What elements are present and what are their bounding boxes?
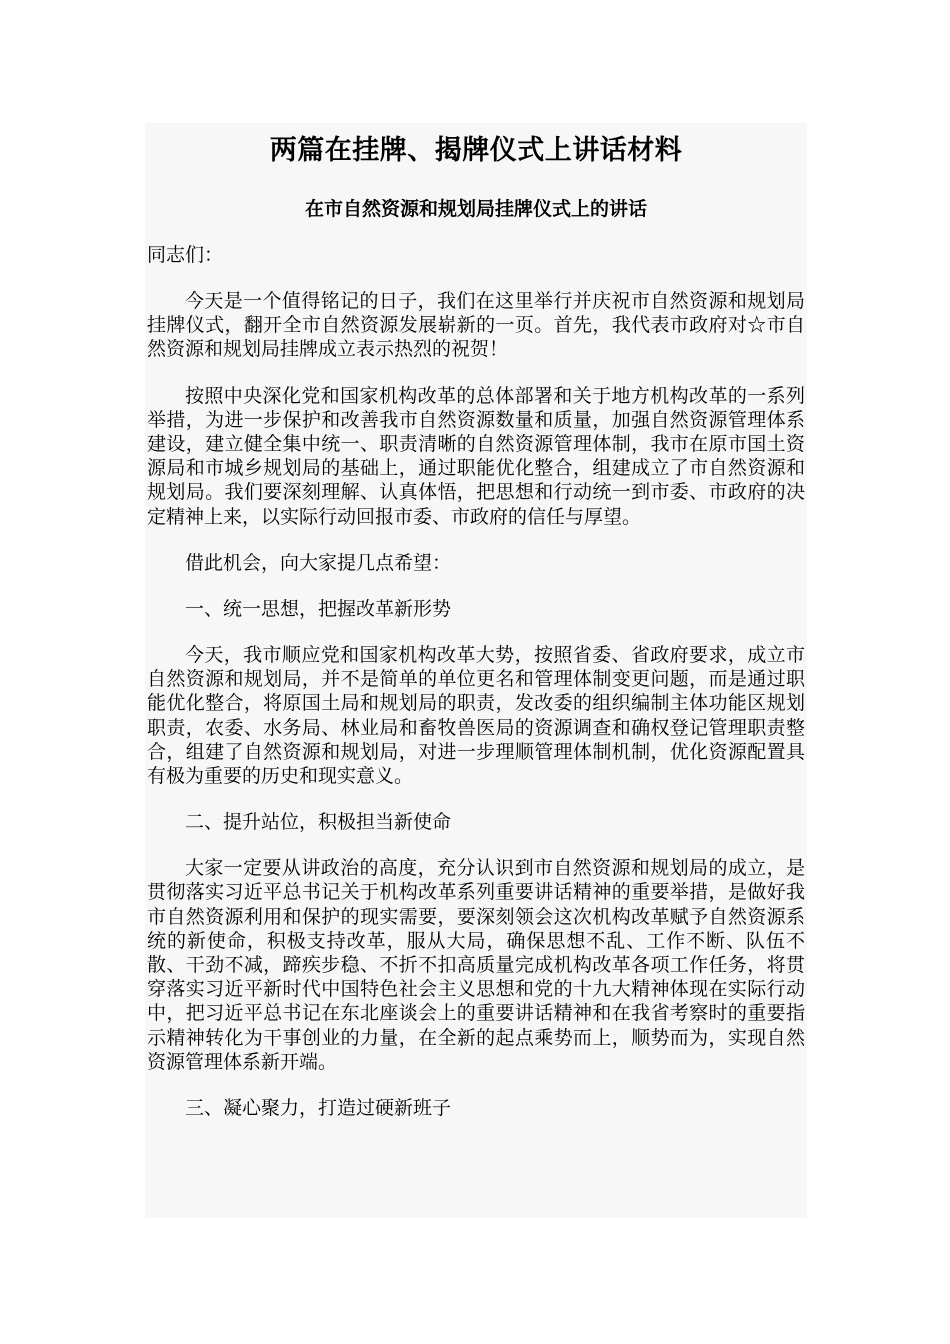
document-title: 两篇在挂牌、揭牌仪式上讲话材料 <box>269 135 683 166</box>
document-page <box>145 123 807 1218</box>
document-subtitle: 在市自然资源和规划局挂牌仪式上的讲话 <box>304 198 647 220</box>
section-body-2: 大家一定要从讲政治的高度，充分认识到市自然资源和规划局的成立，是贯彻落实习近平总书记关于机构改革系列重要讲话精神的重要举措，是做好我市自然资源利用和保护的现实需要，要深刻领会这次机构改革赋予自然资源系统的新使命，积极支持改革，服从大局，确保思想不乱、工作不断、队伍不散、干劲不减，蹄疾步稳、不折不扣高质量完成机构改革各项工作任务，将贯穿落实习近平新时代中国特色社会主义思想和党的十九大精神体现在实际行动中，把习近平总书记在东北座谈会上的重要讲话精神和在我省考察时的重要指示精神转化为干事创业的力量，在全新的起点乘势而上，顺势而为，实现自然资源管理体系新开端。 <box>147 857 805 1073</box>
section-heading-1: 一、统一思想，把握改革新形势 <box>185 598 452 621</box>
paragraph-opening: 今天是一个值得铭记的日子，我们在这里举行并庆祝市自然资源和规划局挂牌仪式，翻开全市自然资源发展崭新的一页。首先，我代表市政府对☆市自然资源和规划局挂牌成立表示热烈的祝贺！ <box>147 290 805 361</box>
section-body-1: 今天，我市顺应党和国家机构改革大势，按照省委、省政府要求，成立市自然资源和规划局，并不是简单的单位更名和管理体制变更问题，而是通过职能优化整合，将原国土局和规划局的职责，发改委的组织编制主体功能区规划职责，农委、水务局、林业局和畜牧兽医局的资源调查和确权登记管理职责整合，组建了自然资源和规划局，对进一步理顺管理体制机制，优化资源配置具有极为重要的历史和现实意义。 <box>147 644 805 788</box>
paragraph-transition: 借此机会，向大家提几点希望： <box>185 551 452 574</box>
paragraph-background: 按照中央深化党和国家机构改革的总体部署和关于地方机构改革的一系列举措，为进一步保护和改善我市自然资源数量和质量，加强自然资源管理体系建设，建立健全集中统一、职责清晰的自然资源管理体制，我市在原市国土资源局和市城乡规划局的基础上，通过职能优化整合，组建成立了市自然资源和规划局。我们要深刻理解、认真体悟，把思想和行动统一到市委、市政府的决定精神上来，以实际行动回报市委、市政府的信任与厚望。 <box>147 384 805 528</box>
salutation: 同志们： <box>147 244 224 266</box>
section-heading-3: 三、凝心聚力，打造过硬新班子 <box>185 1097 452 1120</box>
section-heading-2: 二、提升站位，积极担当新使命 <box>185 811 452 834</box>
